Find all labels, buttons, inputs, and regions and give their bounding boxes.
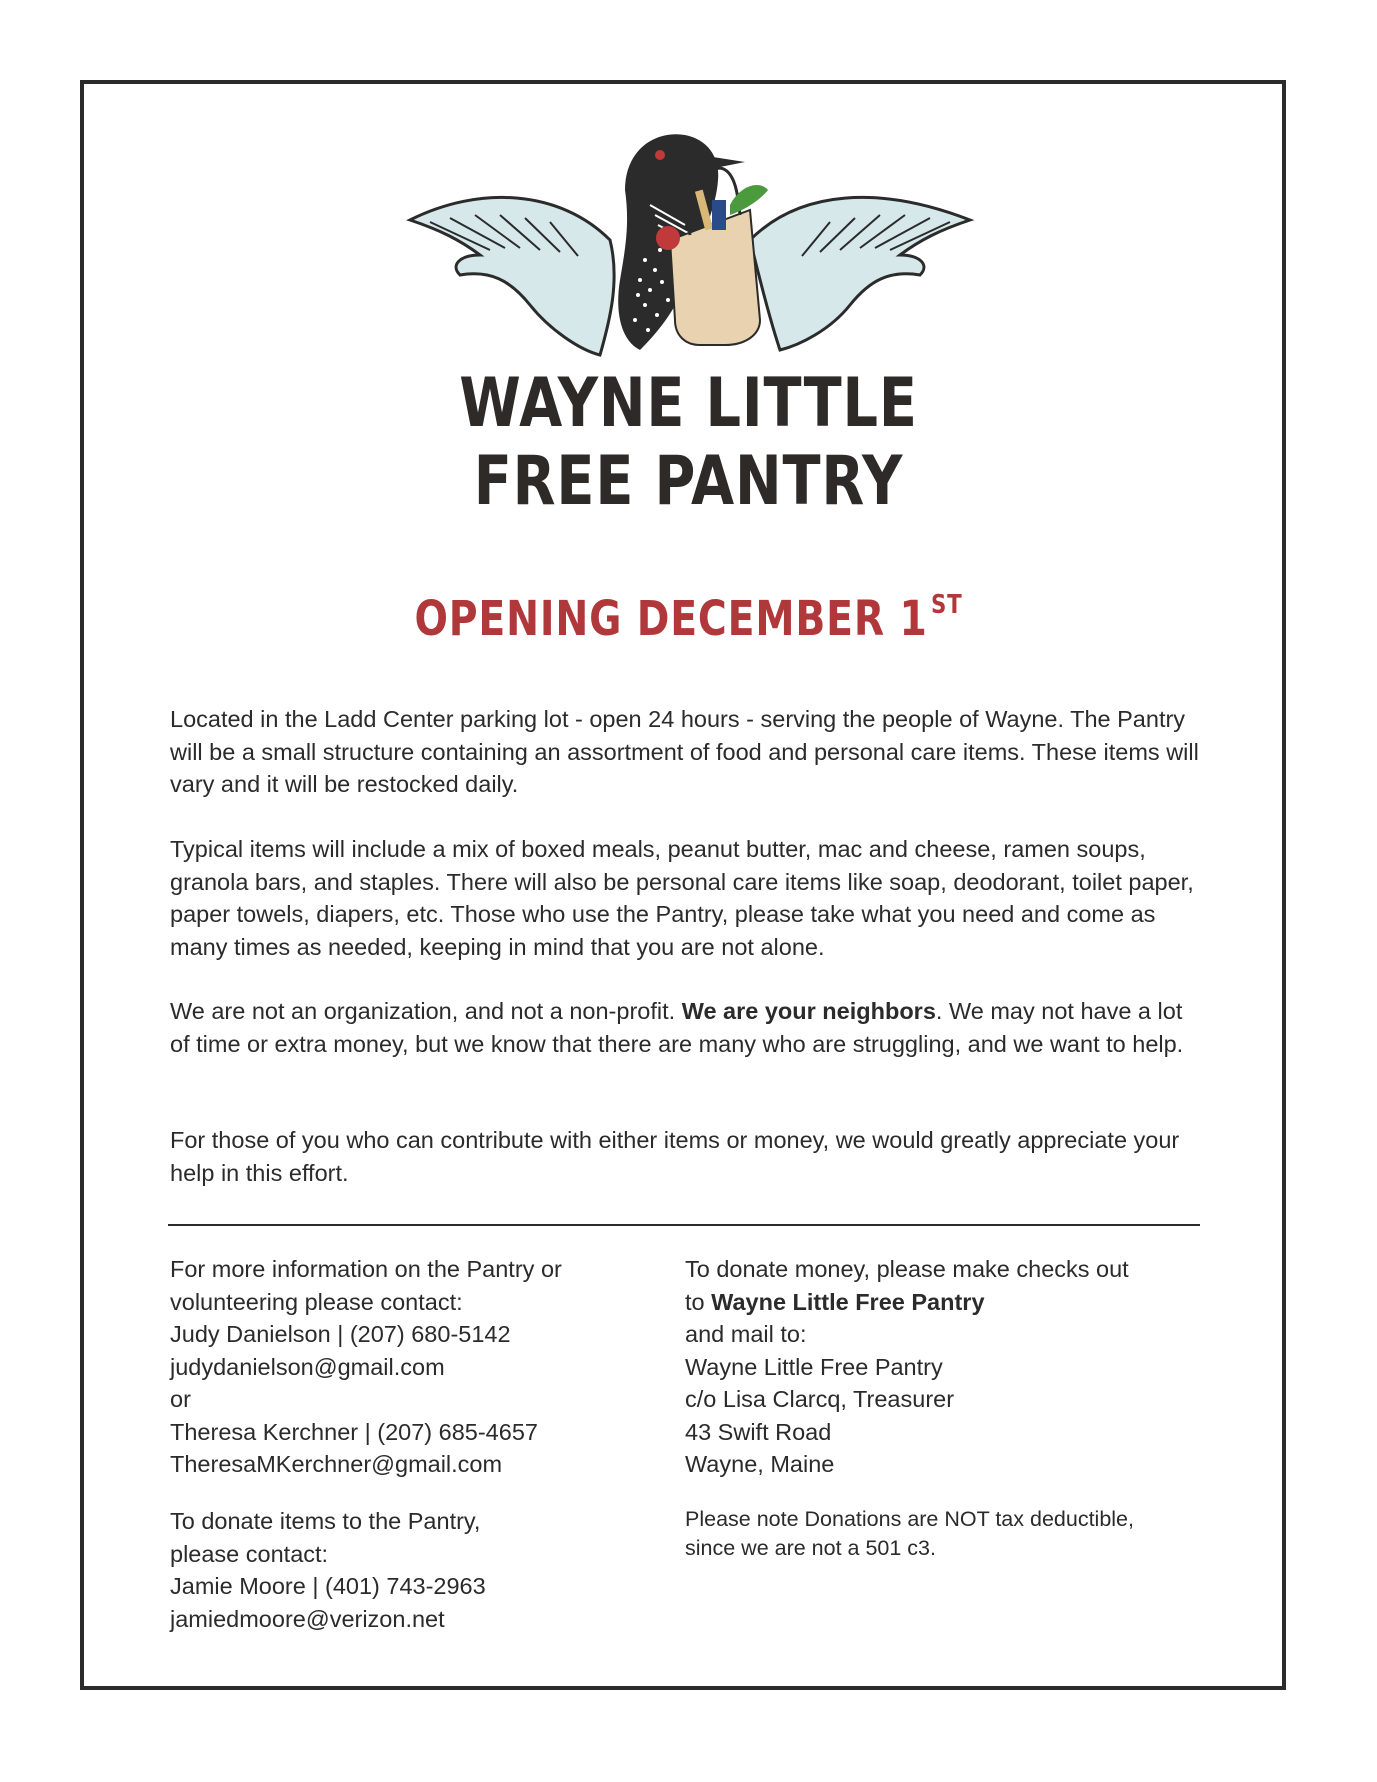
opening-date-heading <box>124 590 1253 647</box>
page-title-line-2: FREE PANTRY <box>473 442 904 521</box>
paragraph-neighbors-start: We are not an organization, and not a non-profit. <box>170 998 682 1024</box>
paragraph-neighbors-bold: We are your neighbors <box>681 998 936 1024</box>
email-jamie[interactable]: jamiedmoore@verizon.net <box>170 1605 445 1632</box>
email-judy[interactable]: judydanielson@gmail.com <box>170 1353 445 1380</box>
opening-date-main: OPENING DECEMBER 1 <box>414 591 928 647</box>
contact-judy: Judy Danielson | (207) 680-5142 <box>170 1321 511 1347</box>
donate-items-line: please contact: <box>170 1540 329 1567</box>
mailing-address-line: Wayne, Maine <box>685 1451 835 1477</box>
contact-info-line: For more information on the Pantry or <box>170 1256 562 1282</box>
email-theresa[interactable]: TheresaMKerchner@gmail.com <box>170 1451 503 1477</box>
paragraph-location: Located in the Ladd Center parking lot - open 24 hours - serving the people of Wayne. The Pantry will be a small structure containing an assortment of food and personal care items. These items will vary and it will be restocked daily. <box>170 706 1199 797</box>
contact-or: or <box>170 1386 191 1412</box>
donate-money-line: To donate money, please make checks out <box>685 1256 1129 1282</box>
section-divider <box>168 1224 1200 1226</box>
donate-money-line <box>685 1286 1205 1319</box>
donate-money-line: and mail to: <box>685 1321 807 1347</box>
tax-note-line: Please note Donations are NOT tax deductible, <box>685 1507 1134 1531</box>
donate-money-prefix: to <box>685 1288 712 1315</box>
donate-money-block <box>685 1253 1205 1481</box>
mailing-address-line: Wayne Little Free Pantry <box>685 1353 943 1380</box>
donate-items-block <box>170 1505 650 1635</box>
mailing-address-line: 43 Swift Road <box>685 1418 832 1445</box>
page-title-line-1: WAYNE LITTLE <box>459 364 918 443</box>
paragraph-contribute: For those of you who can contribute with either items or money, we would greatly appreciate your help in this effort. <box>170 1127 1180 1186</box>
paragraph-neighbors-end: . We may not have a lot of time or extra money, but we know that there are many who are struggling, and we want to help. <box>170 998 1184 1057</box>
contact-info-block <box>170 1253 650 1481</box>
mailing-address-line: c/o Lisa Clarcq, Treasurer <box>685 1386 955 1412</box>
loon-with-grocery-bag-icon <box>400 130 980 370</box>
tax-note-line: since we are not a 501 c3. <box>685 1536 936 1560</box>
tax-note-block <box>685 1505 1205 1563</box>
opening-date-suffix: ST <box>931 590 963 620</box>
contact-theresa: Theresa Kerchner | (207) 685-4657 <box>170 1418 538 1445</box>
contact-info-line: volunteering please contact: <box>170 1288 463 1315</box>
payee-name: Wayne Little Free Pantry <box>711 1288 985 1315</box>
contact-jamie: Jamie Moore | (401) 743-2963 <box>170 1573 486 1599</box>
paragraph-neighbors <box>170 995 1200 1060</box>
paragraph-typical-items: Typical items will include a mix of boxed meals, peanut butter, mac and cheese, ramen soups, granola bars, and staples. There will also be personal care items like soap, deodorant, toilet paper, paper towels, diapers, etc. Those who use the Pantry, please take what you need and come as many times as needed, keeping in mind that you are not alone. <box>170 836 1194 960</box>
donate-items-line: To donate items to the Pantry, <box>170 1508 481 1534</box>
